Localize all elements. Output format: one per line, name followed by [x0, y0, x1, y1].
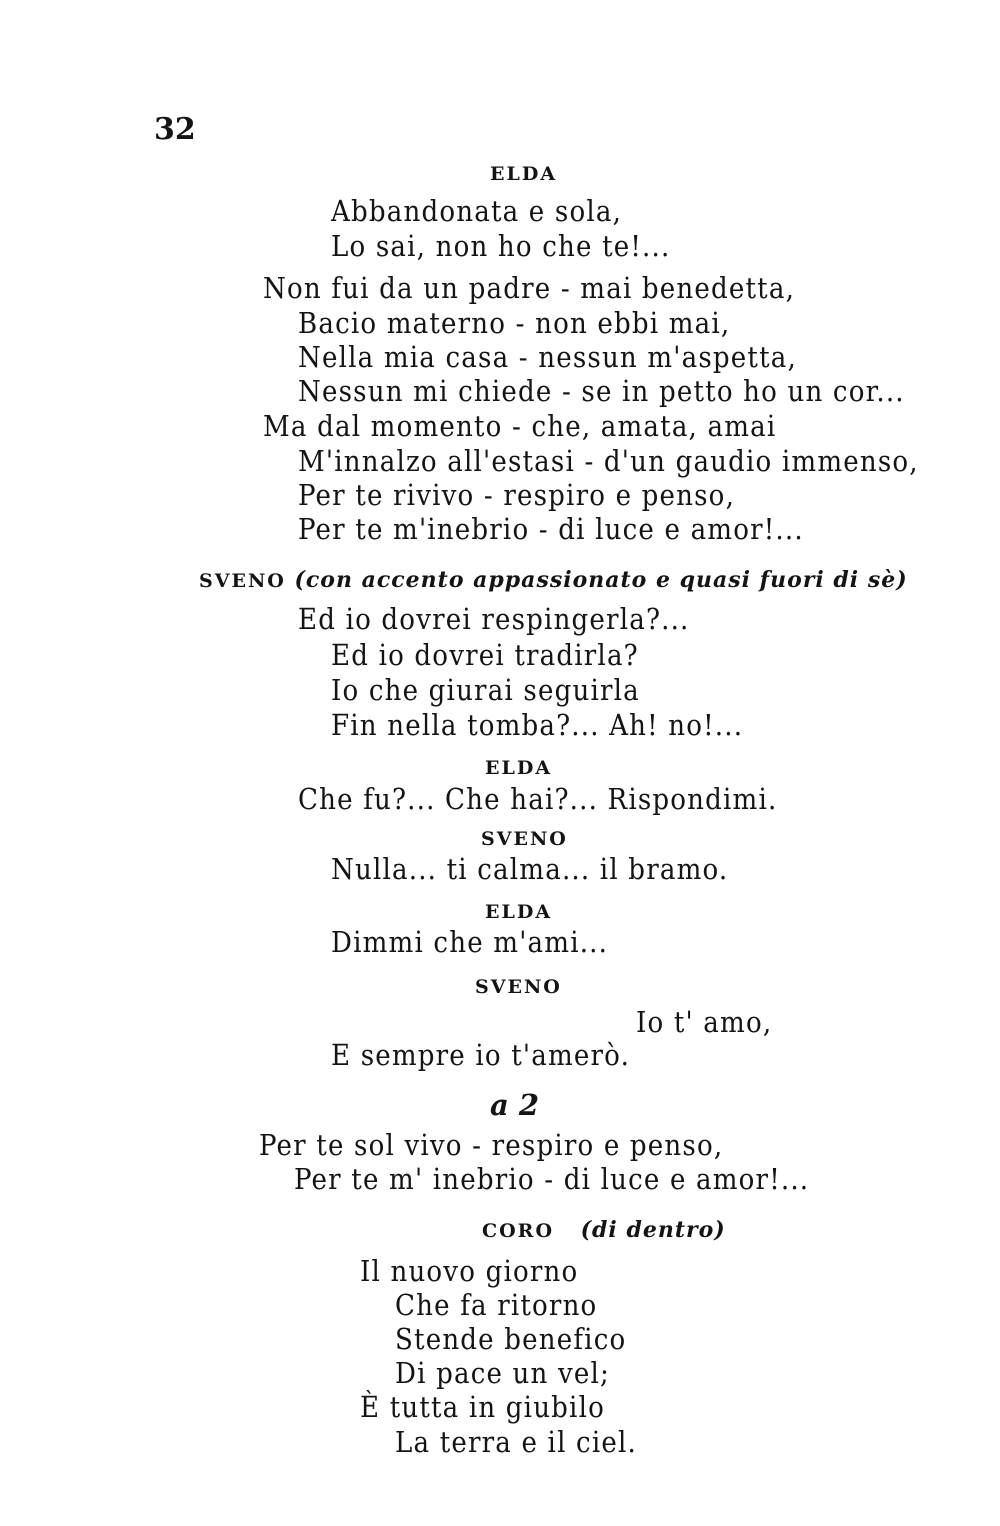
speaker-name: SVENO — [199, 570, 286, 592]
verse-line: Per te rivivo - respiro e penso, — [298, 478, 736, 512]
verse-line: Dimmi che m'ami... — [331, 925, 609, 959]
verse-line: Nella mia casa - nessun m'aspetta, — [298, 340, 797, 374]
stage-direction: (con accento appassionato e quasi fuori di sè) — [294, 567, 908, 593]
verse-line: Il nuovo giorno — [360, 1254, 579, 1288]
verse-line: Fin nella tomba?... Ah! no!... — [331, 708, 744, 742]
speaker-name: ELDA — [485, 901, 553, 923]
verse-line: Lo sai, non ho che te!... — [331, 229, 671, 263]
verse-line: Che fu?... Che hai?... Rispondimi. — [298, 782, 778, 816]
speaker-name: ELDA — [490, 163, 558, 185]
verse-line: Per te m'inebrio - di luce e amor!... — [298, 512, 804, 546]
verse-line: Io t' amo, — [636, 1005, 773, 1039]
verse-line: Stende benefico — [395, 1322, 627, 1356]
speaker-line — [199, 568, 908, 593]
verse-line: Ed io dovrei respingerla?... — [298, 602, 690, 636]
verse-line: Non fui da un padre - mai benedetta, — [263, 271, 796, 305]
verse-line: Bacio materno - non ebbi mai, — [298, 306, 731, 340]
verse-line: Nessun mi chiede - se in petto ho un cor... — [298, 374, 905, 408]
verse-line: La terra e il ciel. — [395, 1425, 637, 1459]
verse-line: Ed io dovrei tradirla? — [331, 638, 639, 672]
verse-line: È tutta in giubilo — [360, 1390, 605, 1424]
verse-line: E sempre io t'amerò. — [331, 1038, 631, 1072]
page-number: 32 — [154, 112, 196, 147]
speaker-name: CORO — [482, 1220, 555, 1242]
verse-line: Ma dal momento - che, amata, amai — [263, 409, 777, 443]
speaker-name: SVENO — [475, 976, 562, 998]
speaker-line — [482, 1218, 726, 1243]
speaker-name: SVENO — [481, 828, 568, 850]
verse-line: Di pace un vel; — [395, 1356, 611, 1390]
verse-line: Abbandonata e sola, — [331, 194, 623, 228]
speaker-name: ELDA — [485, 757, 553, 779]
verse-line: Per te sol vivo - respiro e penso, — [259, 1128, 724, 1162]
stage-direction: (di dentro) — [580, 1217, 726, 1243]
verse-line: Nulla... ti calma... il bramo. — [331, 852, 729, 886]
verse-line: Io che giurai seguirla — [331, 673, 640, 707]
verse-line: Per te m' inebrio - di luce e amor!... — [294, 1162, 810, 1196]
verse-line: Che fa ritorno — [395, 1288, 598, 1322]
ensemble-label: a 2 — [490, 1088, 540, 1122]
verse-line: M'innalzo all'estasi - d'un gaudio immenso, — [298, 444, 919, 478]
